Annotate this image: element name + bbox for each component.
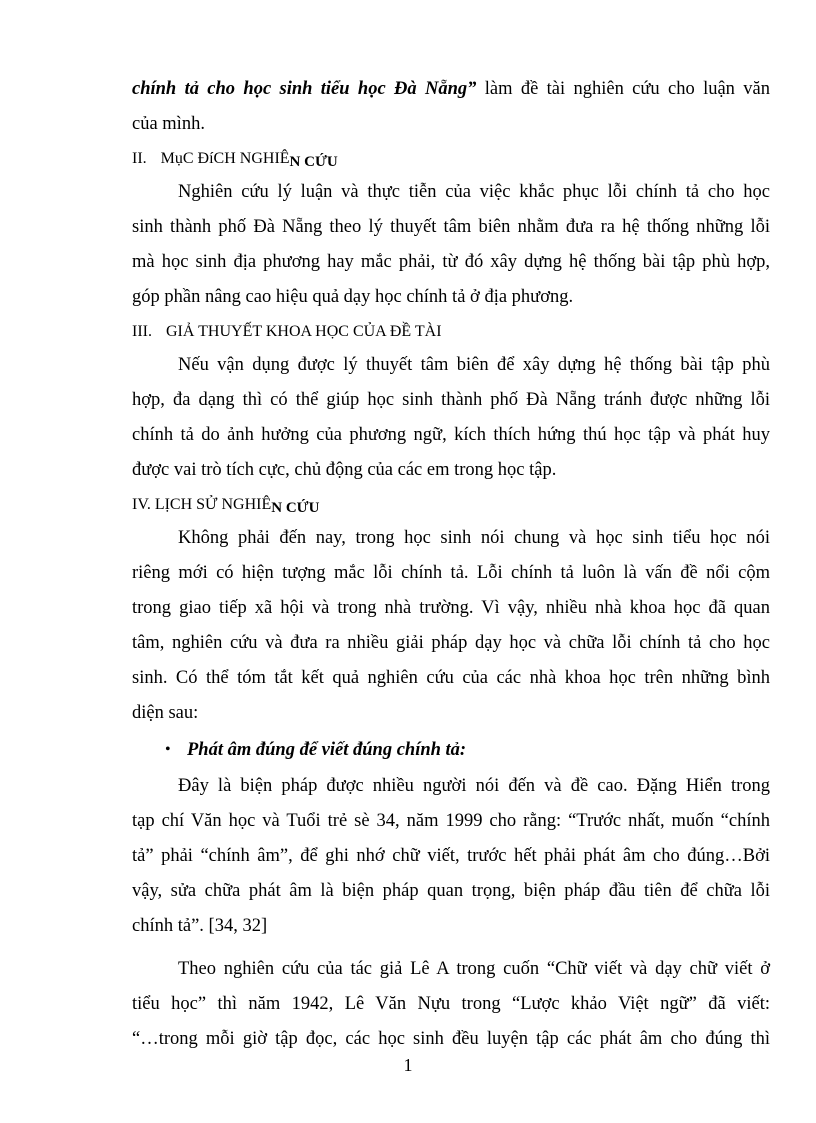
section-4-heading — [132, 488, 770, 521]
section-4-line: tâm, nghiên cứu và đưa ra nhiều giải pháp dạy học và chữa lỗi chính tả cho học — [132, 633, 770, 653]
paragraph-line: tả” phải “chính âm”, để ghi nhớ chữ viết, trước hết phải phát âm cho đúng…Bởi — [132, 846, 770, 866]
paragraph-line: Theo nghiên cứu của tác giả Lê A trong cuốn “Chữ viết và dạy chữ viết ở — [178, 959, 770, 979]
section-2-line: Nghiên cứu lý luận và thực tiễn của việc khắc phục lỗi chính tả cho học — [178, 182, 770, 202]
paragraph-line: tạp chí Văn học và Tuổi trẻ sè 34, năm 1999 cho rằng: “Trước nhất, muốn “chính — [132, 811, 770, 831]
paragraph-line: Đây là biện pháp được nhiều người nói đến và đề cao. Đặng Hiển trong — [178, 776, 770, 796]
section-4-line: Không phải đến nay, trong học sinh nói chung và học sinh tiểu học nói — [178, 528, 770, 548]
paragraph-line: chính tả”. [34, 32] — [132, 916, 268, 936]
section-2-line: sinh thành phố Đà Nẵng theo lý thuyết tâm biên nhằm đưa ra hệ thống những lỗi — [132, 217, 770, 237]
intro-bold-text: chính tả cho học sinh tiểu học Đà Nẵng” — [132, 79, 477, 99]
bullet-icon: • — [165, 741, 171, 758]
paragraph-line: vậy, sửa chữa phát âm là biện pháp quan trọng, biện pháp đầu tiên để chữa lỗi — [132, 881, 770, 901]
section-3-number: III. — [132, 323, 152, 340]
section-4-line: trong giao tiếp xã hội và trong nhà trường. Vì vậy, nhiều nhà khoa học đã quan — [132, 598, 770, 618]
section-4-line: diện sau: — [132, 703, 199, 723]
section-4-line: riêng mới có hiện tượng mắc lỗi chính tả. Lỗi chính tả luôn là vấn đề nổi cộm — [132, 563, 770, 583]
section-4-title-tail: N CỨU — [271, 500, 320, 516]
page-body — [132, 72, 770, 1057]
bullet-item — [132, 731, 770, 769]
intro-text: làm đề tài nghiên cứu cho luận văn — [476, 79, 770, 99]
section-2-number: II. — [132, 150, 147, 167]
intro-line-2: của mình. — [132, 114, 205, 134]
page-number: 1 — [403, 1055, 413, 1075]
section-3-line: được vai trò tích cực, chủ động của các em trong học tập. — [132, 460, 557, 480]
section-3-line: Nếu vận dụng được lý thuyết tâm biên để xây dựng hệ thống bài tập phù — [178, 355, 770, 375]
section-3-line: chính tả do ảnh hưởng của phương ngữ, kích thích hứng thú học tập và phát huy — [132, 425, 770, 445]
intro-line-1 — [132, 72, 770, 107]
section-3-title: GIẢ THUYẾT KHOA HỌC CỦA ĐỀ TÀI — [165, 323, 442, 340]
bullet-text: Phát âm đúng để viết đúng chính tả: — [187, 740, 467, 760]
paragraph-line: tiểu học” thì năm 1942, Lê Văn Nựu trong “Lược khảo Việt ngữ” đã viết: — [132, 994, 770, 1014]
section-2-heading — [132, 142, 770, 175]
paragraph-line: “…trong mỗi giờ tập đọc, các học sinh đều luyện tập các phát âm cho đúng thì — [132, 1029, 770, 1049]
section-3-line: hợp, đa dạng thì có thể giúp học sinh thành phố Đà Nẵng tránh được những lỗi — [132, 390, 770, 410]
section-2-line: góp phần nâng cao hiệu quả dạy học chính tả ở địa phương. — [132, 287, 574, 307]
section-4-line: sinh. Có thể tóm tắt kết quả nghiên cứu của các nhà khoa học trên những bình — [132, 668, 770, 688]
section-2-title-tail: N CỨU — [289, 154, 338, 170]
section-2-line: mà học sinh địa phương hay mắc phải, từ đó xây dựng hệ thống bài tập phù hợp, — [132, 252, 770, 272]
section-4-number: IV. — [132, 496, 151, 513]
section-3-heading — [132, 315, 770, 348]
section-4-title: LỊCH SỬ NGHIÊ — [154, 496, 272, 513]
section-2-title: MụC ĐíCH NGHIÊ — [160, 150, 290, 167]
